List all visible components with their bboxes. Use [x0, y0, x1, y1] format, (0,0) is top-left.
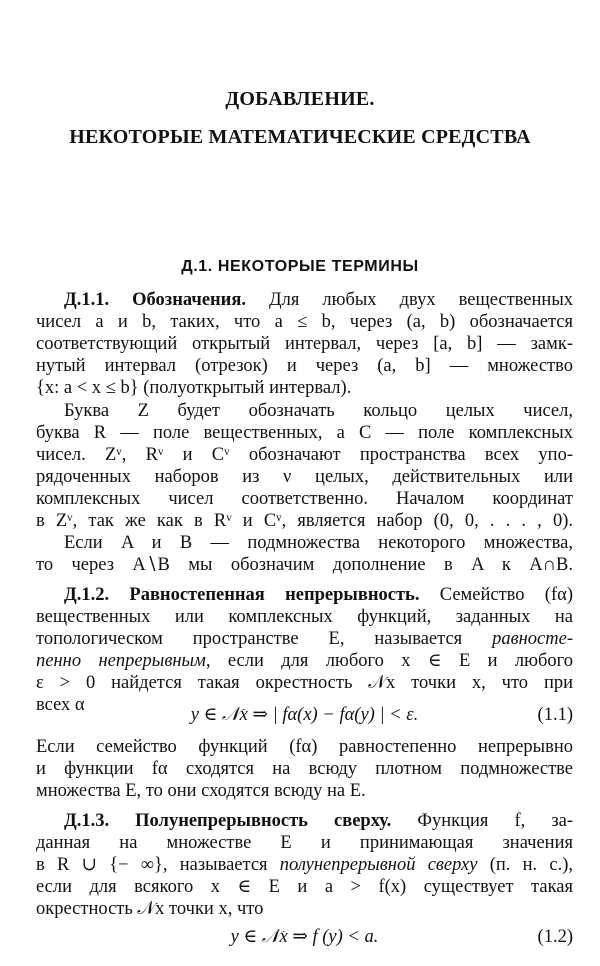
section-heading: Д.1. НЕКОТОРЫЕ ТЕРМИНЫ [181, 258, 419, 275]
paragraph-line [64, 584, 573, 606]
paragraph-text: (п. н. с.), [477, 855, 573, 875]
paragraph-label: Д.1.1. Обозначения. [64, 290, 246, 310]
paragraph-line: Если семейство функций (fα) равностепенно непрерывно [36, 737, 573, 757]
paragraph-text: в R ∪ {− ∞}, называется [36, 855, 280, 875]
paragraph-text: топологическом пространстве E, называется [36, 629, 493, 649]
paragraph-text: Функция f, за- [391, 811, 573, 831]
paragraph-line: соответствующий открытый интервал, через [a, b] — замк- [36, 334, 573, 354]
paragraph-line: окрестность 𝒩x точки x, что [36, 899, 264, 919]
paragraph-line: {x: a < x ≤ b} (полуоткрытый интервал). [36, 378, 352, 398]
paragraph-line [36, 854, 573, 876]
defined-term: пенно непрерывным, [36, 651, 211, 671]
paragraph-line: ε > 0 найдется такая окрестность 𝒩x точки x, что при [36, 673, 573, 693]
paragraph-line: вещественных или комплексных функций, заданных на [36, 607, 573, 627]
paragraph-line: то через A∖B мы обозначим дополнение в A к A∩B. [36, 555, 573, 575]
paragraph-line: комплексных чисел соответственно. Началом координат [36, 489, 573, 509]
paragraph-line: множества E, то они сходятся всюду на E. [36, 781, 366, 801]
paragraph-line: если для всякого x ∈ E и a > f(x) существует такая [36, 877, 573, 897]
appendix-title: ДОБАВЛЕНИЕ. [225, 88, 375, 110]
paragraph-line: чисел. Zᵛ, Rᵛ и Cᵛ обозначают пространства всех упо- [36, 445, 573, 465]
paragraph-line: данная на множестве E и принимающая значения [36, 833, 573, 853]
paragraph-label: Д.1.3. Полунепрерывность сверху. [64, 811, 392, 831]
paragraph-line: рядоченных наборов из ν целых, действительных или [36, 467, 573, 487]
paragraph-line: Если A и B — подмножества некоторого множества, [64, 533, 573, 553]
paragraph-line: в Zᵛ, так же как в Rᵛ и Cᵛ, является набор (0, 0, . . . , 0). [36, 511, 573, 531]
paragraph-line [64, 289, 573, 311]
defined-term: полунепрерывной сверху [279, 855, 478, 875]
paragraph-line: буква R — поле вещественных, а C — поле комплексных [36, 423, 573, 443]
paragraph-label: Д.1.2. Равностепенная непрерывность. [64, 585, 420, 605]
paragraph-line: нутый интервал (отрезок) и через (a, b] — множество [36, 356, 573, 376]
paragraph-line: и функции fα сходятся на всюду плотном подмножестве [36, 759, 573, 779]
paragraph-text: если для любого x ∈ E и любого [210, 651, 573, 671]
equation-expression: y ∈ 𝒩x ⇒ f (y) < a. [230, 927, 379, 947]
paragraph-text: Семейство (fα) [419, 585, 573, 605]
paragraph-line: всех α [36, 695, 85, 715]
equation-number: (1.2) [537, 927, 573, 947]
paragraph-line [64, 810, 573, 832]
paragraph-line: Буква Z будет обозначать кольцо целых чисел, [64, 401, 573, 421]
equation-number: (1.1) [537, 705, 573, 725]
paragraph-line: чисел a и b, таких, что a ≤ b, через (a, b) обозначается [36, 312, 573, 332]
defined-term: равносте- [492, 629, 573, 649]
paragraph-line [36, 650, 573, 672]
paragraph-line [36, 628, 573, 650]
paragraph-text: Для любых двух вещественных [245, 290, 573, 310]
equation-expression: y ∈ 𝒩x ⇒ | fα(x) − fα(y) | < ε. [190, 705, 419, 725]
appendix-subtitle: НЕКОТОРЫЕ МАТЕМАТИЧЕСКИЕ СРЕДСТВА [69, 126, 531, 148]
